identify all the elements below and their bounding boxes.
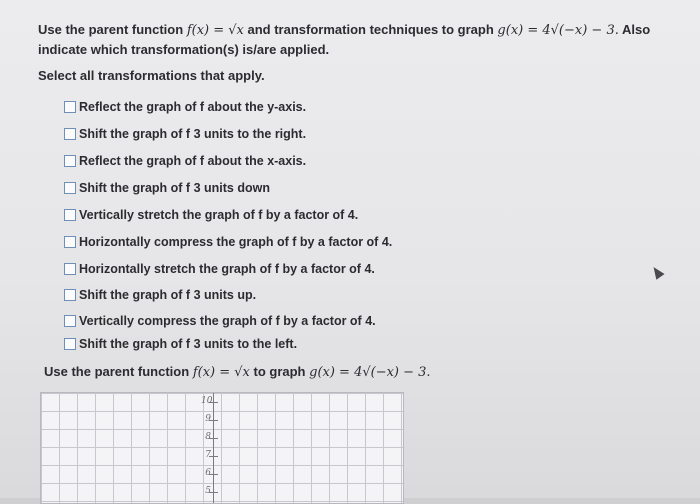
checkbox[interactable]	[64, 101, 76, 113]
option-reflect-x[interactable]: Reflect the graph of f about the x-axis.	[64, 152, 306, 170]
y-tick-label: 5	[205, 486, 211, 496]
option-vertical-stretch[interactable]: Vertically stretch the graph of f by a factor of 4.	[64, 206, 358, 224]
checkbox[interactable]	[64, 236, 76, 248]
option-vertical-compress[interactable]: Vertically compress the graph of f by a factor of 4.	[64, 312, 376, 330]
checkbox[interactable]	[64, 263, 76, 275]
option-reflect-y[interactable]: Reflect the graph of f about the y-axis.	[64, 98, 306, 116]
y-tick-label: 6	[205, 468, 211, 478]
option-shift-up[interactable]: Shift the graph of f 3 units up.	[64, 286, 256, 304]
y-tick-label: 9	[205, 414, 211, 424]
y-tick-label: 10	[201, 396, 213, 406]
graph-prompt: Use the parent function f(x) = √x to graph g(x) = 4√(−x) − 3.	[44, 364, 431, 380]
instruction-text: Select all transformations that apply.	[38, 68, 265, 83]
checkbox[interactable]	[64, 182, 76, 194]
y-tick-label: 7	[205, 450, 211, 460]
checkbox[interactable]	[64, 289, 76, 301]
checkbox[interactable]	[64, 209, 76, 221]
checkbox[interactable]	[64, 315, 76, 327]
option-shift-right[interactable]: Shift the graph of f 3 units to the right.	[64, 125, 306, 143]
graphing-area[interactable]	[40, 392, 404, 504]
mouse-cursor-icon	[649, 264, 664, 280]
y-axis	[213, 393, 214, 503]
question-text: Use the parent function f(x) = √x and transformation techniques to graph g(x) = 4√(−x) − 3. Also indicate which transformation(s) is/are applied.	[38, 22, 651, 57]
y-tick-label: 8	[205, 432, 211, 442]
option-horizontal-stretch[interactable]: Horizontally stretch the graph of f by a factor of 4.	[64, 260, 375, 278]
option-horizontal-compress[interactable]: Horizontally compress the graph of f by a factor of 4.	[64, 233, 392, 251]
parent-function: f(x) = √x	[186, 23, 244, 38]
option-shift-left[interactable]: Shift the graph of f 3 units to the left.	[64, 335, 297, 353]
option-shift-down[interactable]: Shift the graph of f 3 units down	[64, 179, 270, 197]
target-function: g(x) = 4√(−x) − 3.	[497, 23, 619, 38]
checkbox[interactable]	[64, 155, 76, 167]
checkbox[interactable]	[64, 338, 76, 350]
checkbox[interactable]	[64, 128, 76, 140]
